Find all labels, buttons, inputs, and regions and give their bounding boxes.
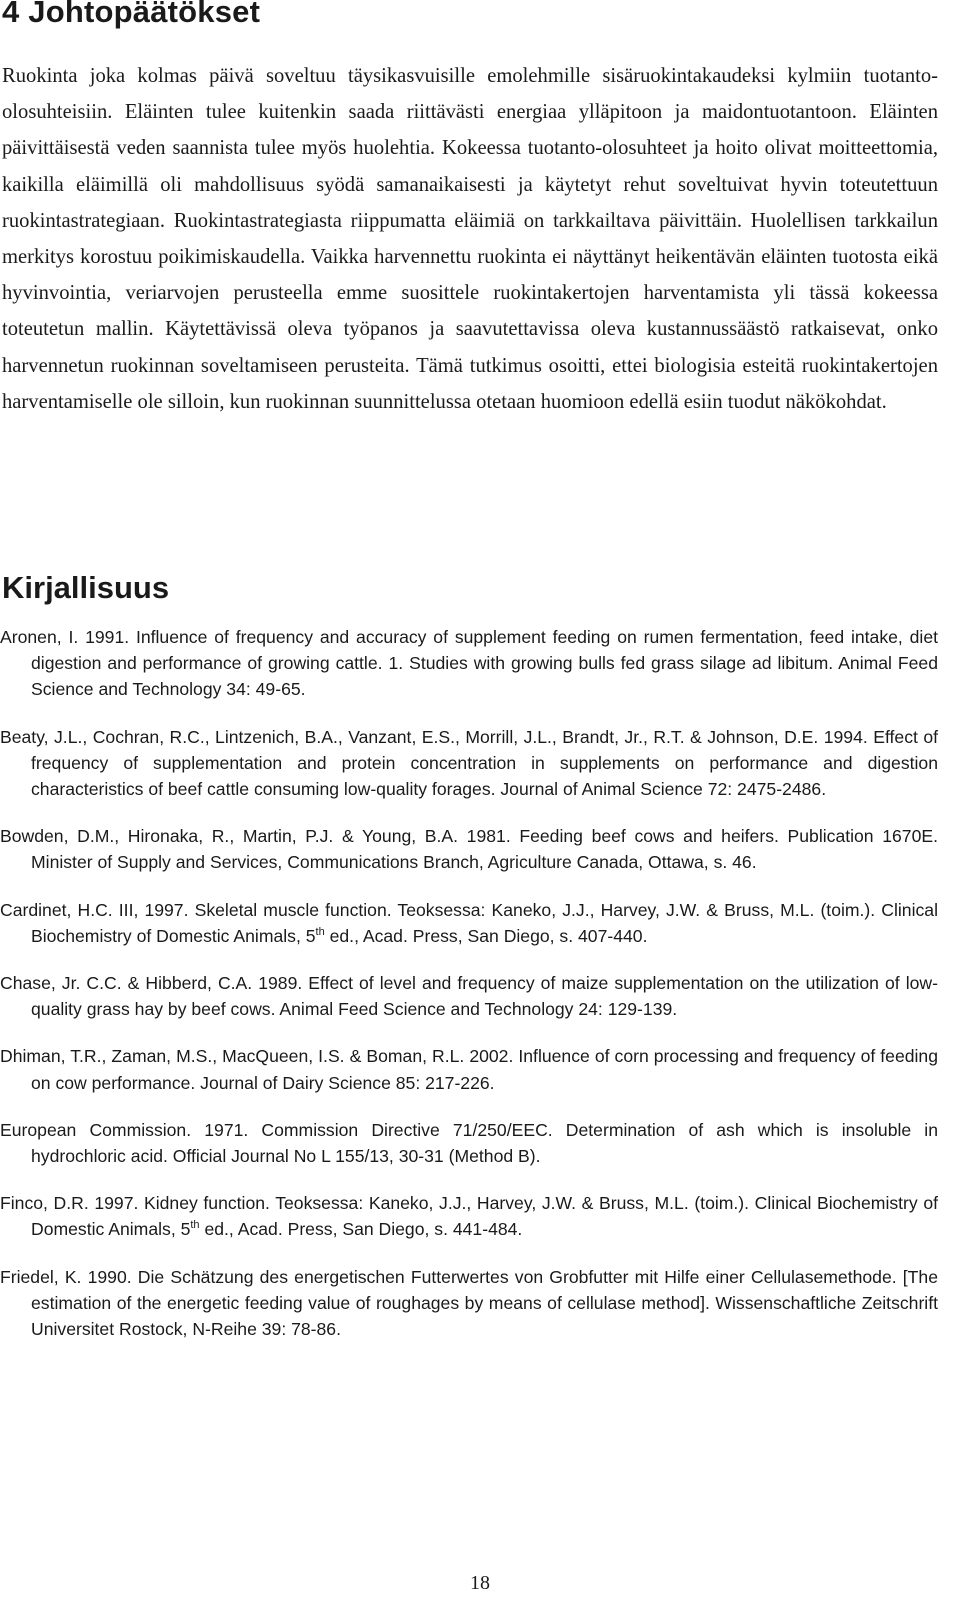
- superscript: th: [190, 1219, 200, 1232]
- reference-item: Beaty, J.L., Cochran, R.C., Lintzenich, B.A., Vanzant, E.S., Morrill, J.L., Brandt, Jr., R.T. & Johnson, D.E. 1994. Effect of frequency of supplementation and protein concentration in supplements on performance and digestion characteristics of beef cattle consuming low-quality forages. Journal of Animal Science 72: 2475-2486.: [0, 726, 938, 800]
- reference-item: [0, 1190, 938, 1242]
- reference-item: Chase, Jr. C.C. & Hibberd, C.A. 1989. Effect of level and frequency of maize supplementation on the utilization of low-quality grass hay by beef cows. Animal Feed Science and Technology 24: 129-139.: [0, 973, 938, 1020]
- reference-item: European Commission. 1971. Commission Directive 71/250/EEC. Determination of ash which is insoluble in hydrochloric acid. Official Journal No L 155/13, 30-31 (Method B).: [0, 1119, 938, 1167]
- reference-text: Cardinet, H.C. III, 1997. Skeletal muscle function. Teoksessa: Kaneko, J.J., Harvey, J.W. & Bruss, M.L. (toim.). Clinical Biochemistry of Domestic Animals, 5: [0, 899, 938, 946]
- reference-item: Dhiman, T.R., Zaman, M.S., MacQueen, I.S. & Boman, R.L. 2002. Influence of corn processing and frequency of feeding on cow performance. Journal of Dairy Science 85: 217-226.: [0, 1046, 938, 1093]
- reference-item: Bowden, D.M., Hironaka, R., Martin, P.J. & Young, B.A. 1981. Feeding beef cows and heifers. Publication 1670E. Minister of Supply and Services, Communications Branch, Agriculture Canada, Ottawa, s. 46.: [0, 826, 938, 873]
- section-heading: 4 Johtopäätökset: [2, 0, 261, 29]
- superscript: th: [315, 925, 325, 938]
- reference-item: Aronen, I. 1991. Influence of frequency and accuracy of supplement feeding on rumen fermentation, feed intake, diet digestion and performance of growing cattle. 1. Studies with growing bulls fed grass silage ad libitum. Animal Feed Science and Technology 34: 49-65.: [0, 627, 938, 700]
- reference-item: Friedel, K. 1990. Die Schätzung des energetischen Futterwertes von Grobfutter mit Hilfe einer Cellulasemethode. [The estimation of the energetic feeding value of roughages by means of cellulase method]. Wissenschaftliche Zeitschrift Universitet Rostock, N-Reihe 39: 78-86.: [0, 1266, 938, 1340]
- reference-item: [0, 897, 938, 949]
- reference-text: ed., Acad. Press, San Diego, s. 441-484.: [199, 1219, 523, 1240]
- conclusions-paragraph: Ruokinta joka kolmas päivä soveltuu täysikasvuisille emolehmille sisäruokintakaudeksi kylmiin tuotanto-olosuhteisiin. Eläinten tulee kuitenkin saada riittävästi energiaa ylläpitoon ja maidontuotantoon. Eläinten päivittäisestä veden saannista tulee myös huolehtia. Kokeessa tuotanto-olosuhteet ja hoito olivat moitteettomia, kaikilla eläimillä oli mahdollisuus syödä samanaikaisesti ja käytetyt rehut soveltuivat hyvin toteutettuun ruokintastrategiaan. Ruokintastrategiasta riippumatta eläimiä on tarkkailtava päivittäin. Huolellisen tarkkailun merkitys korostuu poikimiskaudella. Vaikka harvennettu ruokinta ei näyttänyt heikentävän eläinten tuotosta eikä hyvinvointia, veriarvojen perusteella emme suosittele ruokintakertojen harventamista yli tässä kokeessa toteutetun mallin. Käytettävissä oleva työpanos ja saavutettavissa oleva kustannussäästö ratkaisevat, onko harvennetun ruokinnan soveltamiseen perusteita. Tämä tutkimus osoitti, ettei biologisia esteitä ruokintakertojen harventamiselle ole silloin, kun ruokinnan suunnittelussa otetaan huomioon edellä esiin tuodut näkökohdat.: [2, 65, 938, 413]
- reference-text: ed., Acad. Press, San Diego, s. 407-440.: [324, 925, 648, 946]
- references-list: [0, 624, 938, 1363]
- page-number: 18: [470, 1572, 490, 1594]
- references-heading: Kirjallisuus: [2, 570, 170, 605]
- reference-text: Finco, D.R. 1997. Kidney function. Teoksessa: Kaneko, J.J., Harvey, J.W. & Bruss, M.L. (toim.). Clinical Biochemistry of Domestic Animals, 5: [0, 1193, 938, 1240]
